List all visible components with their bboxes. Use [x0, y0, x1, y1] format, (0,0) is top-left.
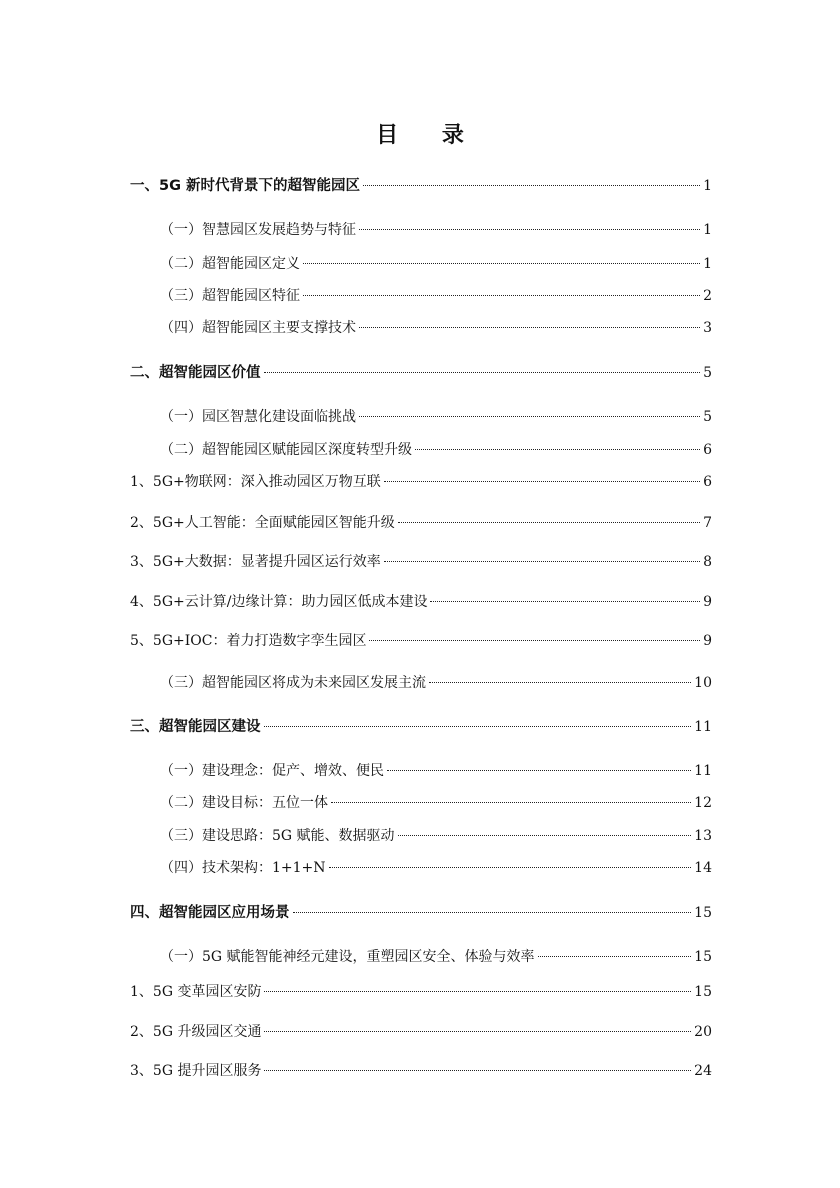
- dot-leader: [384, 481, 700, 482]
- toc-page-number: 9: [703, 594, 712, 610]
- toc-entry-section-1-2[interactable]: [160, 253, 712, 275]
- toc-entry-text: （四）技术架构：1+1+N: [160, 860, 326, 876]
- toc-page-number: 8: [703, 554, 712, 570]
- toc-page-number: 6: [703, 442, 712, 458]
- toc-entry-text: 四、超智能园区应用场景: [130, 905, 290, 921]
- dot-leader: [384, 561, 700, 562]
- toc-entry-item-2-2-2[interactable]: [130, 512, 712, 534]
- toc-entry-text: （三）超智能园区将成为未来园区发展主流: [160, 675, 426, 691]
- toc-entry-text: （一）园区智慧化建设面临挑战: [160, 409, 356, 425]
- toc-entry-text: （四）超智能园区主要支撑技术: [160, 320, 356, 336]
- toc-page-number: 11: [694, 719, 712, 735]
- toc-entry-chapter-3[interactable]: [130, 716, 712, 738]
- dot-leader: [359, 416, 700, 417]
- toc-page-number: 24: [694, 1063, 712, 1079]
- dot-leader: [264, 726, 692, 727]
- toc-entry-item-4-1-3[interactable]: [130, 1060, 712, 1082]
- toc-entry-text: （二）超智能园区定义: [160, 256, 300, 272]
- toc-page-number: 15: [694, 984, 712, 1000]
- toc-entry-text: 1、5G+物联网：深入推动园区万物互联: [130, 474, 381, 490]
- toc-entry-text: （二）超智能园区赋能园区深度转型升级: [160, 442, 412, 458]
- toc-entry-chapter-1[interactable]: [130, 175, 712, 197]
- dot-leader: [303, 263, 700, 264]
- toc-entry-text: 一、5G 新时代背景下的超智能园区: [130, 178, 361, 194]
- toc-page-number: 15: [694, 949, 712, 965]
- toc-entry-text: （一）建设理念：促产、增效、便民: [160, 763, 384, 779]
- toc-entry-text: 3、5G+大数据：显著提升园区运行效率: [130, 554, 381, 570]
- toc-entry-section-1-4[interactable]: [160, 317, 712, 339]
- dot-leader: [363, 185, 700, 186]
- toc-page-number: 5: [703, 409, 712, 425]
- toc-entry-item-4-1-2[interactable]: [130, 1021, 712, 1043]
- toc-entry-text: （一）5G 赋能智能神经元建设，重塑园区安全、体验与效率: [160, 949, 535, 965]
- toc-entry-text: 2、5G 升级园区交通: [130, 1024, 262, 1040]
- toc-page-number: 9: [703, 633, 712, 649]
- toc-page-number: 20: [694, 1024, 712, 1040]
- toc-entry-chapter-2[interactable]: [130, 362, 712, 384]
- toc-page-number: 12: [694, 795, 712, 811]
- toc-entry-section-3-4[interactable]: [160, 857, 712, 879]
- toc-entry-item-2-2-4[interactable]: [130, 591, 712, 613]
- dot-leader: [415, 449, 700, 450]
- toc-page-number: 15: [694, 905, 712, 921]
- toc-page-number: 14: [694, 860, 712, 876]
- dot-leader: [303, 295, 700, 296]
- toc-entry-item-4-1-1[interactable]: [130, 981, 712, 1003]
- dot-leader: [264, 1031, 691, 1032]
- toc-entry-section-1-1[interactable]: [160, 219, 712, 241]
- toc-entry-text: （二）建设目标：五位一体: [160, 795, 328, 811]
- toc-page-number: 6: [703, 474, 712, 490]
- dot-leader: [359, 229, 700, 230]
- dot-leader: [264, 372, 701, 373]
- dot-leader: [430, 601, 700, 602]
- toc-entry-item-2-2-3[interactable]: [130, 551, 712, 573]
- dot-leader: [293, 912, 692, 913]
- toc-entry-section-1-3[interactable]: [160, 285, 712, 307]
- toc-entry-text: 4、5G+云计算/边缘计算：助力园区低成本建设: [130, 594, 428, 610]
- toc-page-number: 2: [703, 288, 712, 304]
- dot-leader: [538, 956, 692, 957]
- toc-entry-chapter-4[interactable]: [130, 902, 712, 924]
- toc-page-number: 11: [694, 763, 712, 779]
- toc-entry-text: （一）智慧园区发展趋势与特征: [160, 222, 356, 238]
- toc-entry-text: 二、超智能园区价值: [130, 365, 261, 381]
- dot-leader: [398, 522, 700, 523]
- dot-leader: [264, 991, 691, 992]
- toc-title: 目 录: [376, 123, 482, 148]
- toc-entry-section-2-2[interactable]: [160, 439, 712, 461]
- toc-entry-text: （三）建设思路：5G 赋能、数据驱动: [160, 828, 395, 844]
- toc-entry-text: 5、5G+IOC：着力打造数字孪生园区: [130, 633, 367, 649]
- toc-entry-item-2-2-1[interactable]: [130, 471, 712, 493]
- toc-entry-text: （三）超智能园区特征: [160, 288, 300, 304]
- toc-page-number: 1: [703, 256, 712, 272]
- dot-leader: [387, 770, 691, 771]
- toc-page-number: 7: [703, 515, 712, 531]
- toc-entry-text: 1、5G 变革园区安防: [130, 984, 262, 1000]
- toc-entry-section-3-3[interactable]: [160, 825, 712, 847]
- toc-entry-text: 三、超智能园区建设: [130, 719, 261, 735]
- dot-leader: [369, 640, 700, 641]
- toc-entry-section-2-3[interactable]: [160, 672, 712, 694]
- toc-entry-section-3-1[interactable]: [160, 760, 712, 782]
- dot-leader: [359, 327, 700, 328]
- dot-leader: [329, 867, 692, 868]
- toc-page-number: 1: [703, 222, 712, 238]
- toc-entry-section-4-1[interactable]: [160, 946, 712, 968]
- toc-page-number: 5: [703, 365, 712, 381]
- dot-leader: [398, 835, 692, 836]
- dot-leader: [331, 802, 691, 803]
- toc-entry-section-3-2[interactable]: [160, 792, 712, 814]
- toc-page-number: 3: [703, 320, 712, 336]
- toc-entry-text: 3、5G 提升园区服务: [130, 1063, 262, 1079]
- toc-page-number: 13: [694, 828, 712, 844]
- toc-entry-section-2-1[interactable]: [160, 406, 712, 428]
- toc-entry-text: 2、5G+人工智能：全面赋能园区智能升级: [130, 515, 395, 531]
- toc-page-number: 1: [703, 178, 712, 194]
- dot-leader: [429, 682, 691, 683]
- dot-leader: [264, 1070, 691, 1071]
- toc-page-number: 10: [694, 675, 712, 691]
- toc-entry-item-2-2-5[interactable]: [130, 630, 712, 652]
